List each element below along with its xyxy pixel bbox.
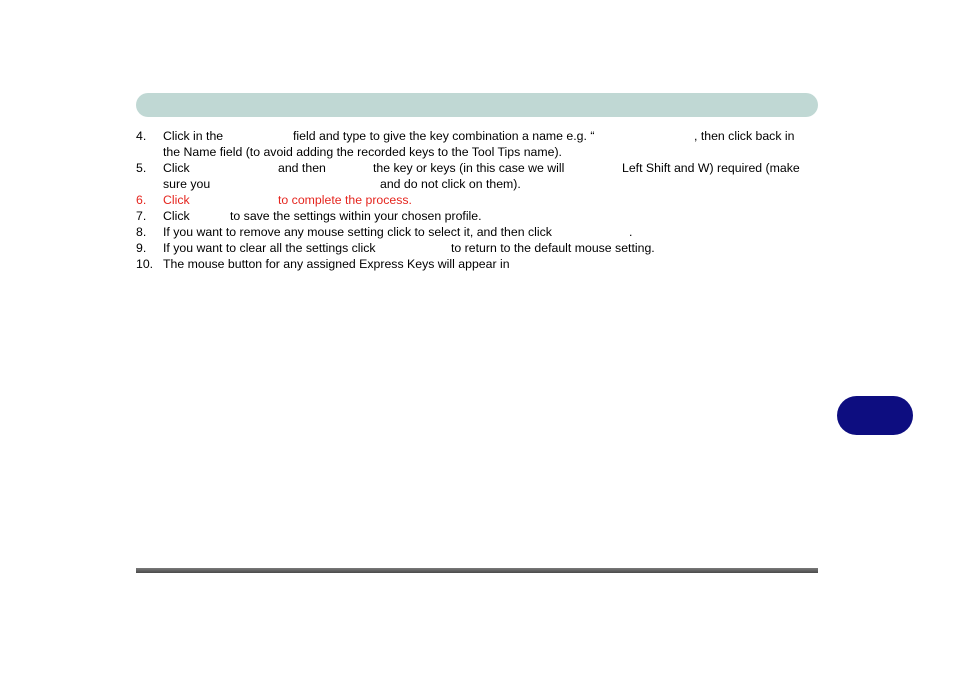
step-text: and do not click on them).: [380, 177, 521, 191]
list-item-step-10: [136, 256, 826, 272]
step-text: Click: [163, 209, 190, 223]
step-number: 7.: [136, 209, 147, 223]
step-text: sure you: [163, 177, 211, 191]
list-item-step-8: [136, 224, 826, 240]
step-text: , then click back in: [694, 129, 795, 143]
step-number: 4.: [136, 129, 147, 143]
step-text: to save the settings within your chosen profile.: [230, 209, 482, 223]
list-item-step-7: [136, 208, 826, 224]
step-number: 10.: [136, 257, 154, 271]
header-bar: [136, 93, 818, 117]
step-text: If you want to clear all the settings click: [163, 241, 376, 255]
step-text: field and type to give the key combination a name e.g. “: [293, 129, 595, 143]
step-number: 8.: [136, 225, 147, 239]
step-text: the Name field (to avoid adding the recorded keys to the Tool Tips name).: [163, 145, 562, 159]
step-text: Click in the: [163, 129, 224, 143]
step-number: 9.: [136, 241, 147, 255]
list-item-step-5: [136, 160, 826, 192]
step-number: 5.: [136, 161, 147, 175]
step-text: If you want to remove any mouse setting click to select it, and then click: [163, 225, 552, 239]
step-number: 6.: [136, 193, 147, 207]
step-text: to return to the default mouse setting.: [451, 241, 655, 255]
step-text: Click: [163, 161, 190, 175]
chapter-tab-marker: [837, 396, 913, 435]
step-text: and then: [278, 161, 326, 175]
list-item-step-6: [136, 192, 826, 208]
step-text: Click: [163, 193, 190, 207]
step-text: The mouse button for any assigned Express Keys will appear in: [163, 257, 510, 271]
step-text: .: [629, 225, 633, 239]
list-item-step-9: [136, 240, 826, 256]
step-text: the key or keys (in this case we will: [373, 161, 565, 175]
instruction-list: [136, 128, 826, 272]
footer-rule: [136, 568, 818, 573]
step-text: Left Shift and W) required (make: [622, 161, 800, 175]
list-item-step-4: [136, 128, 826, 160]
step-text: to complete the process.: [278, 193, 412, 207]
